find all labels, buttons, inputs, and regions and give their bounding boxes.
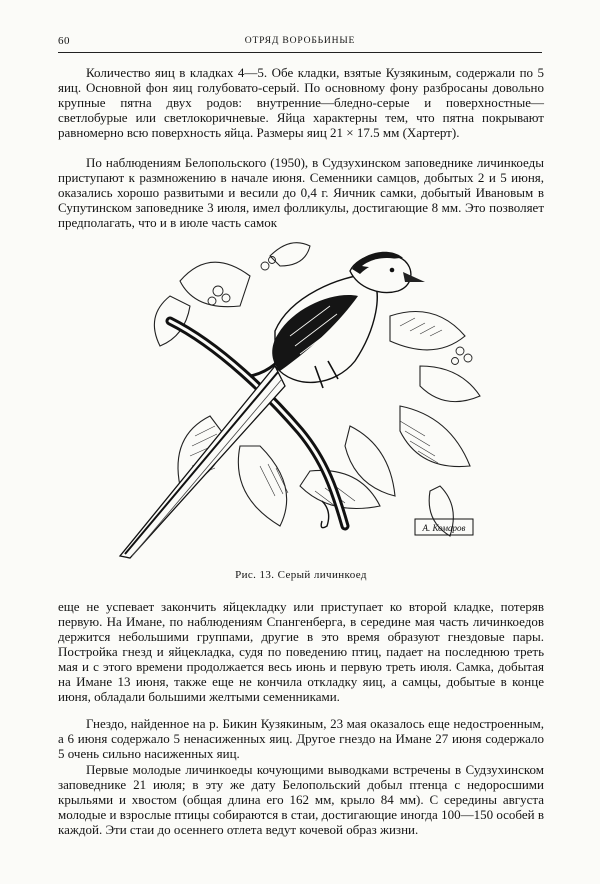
page-header bbox=[58, 33, 542, 49]
figure-caption: Рис. 13. Серый личинкоед bbox=[235, 569, 367, 581]
page-number: 60 bbox=[58, 35, 70, 47]
paragraph-nests-found: Гнездо, найденное на р. Бикин Кузякиным, 23 мая оказалось еще недостроенным, а 6 июня содержало 5 ненасиженных яиц. Другое гнездо на Имане 27 июня содержало 5 очень сильно насиженных яиц. bbox=[58, 716, 544, 761]
paragraph-breeding-start: По наблюдениям Белопольского (1950), в Судзухинском заповеднике личинкоеды приступают к размножению в начале июня. Семенники самцов, добытых 2 и 5 июня, оказались хорошо развитыми и весили до 0,4 г. Яичник самки, добытый Ивановым в Супутинском заповеднике 3 июля, имел фолликулы, достигающие 8 мм. Это позволяет предполагать, что и в июле часть самок bbox=[58, 155, 544, 230]
paragraph-nesting-observations: еще не успевает закончить яйцекладку или приступает ко второй кладке, потеряв первую. На Имане, по наблюдениям Спангенберга, в середине мая часть личинкоедов держится небольшими группами, другие в это время образуют гнездовые пары. Постройка гнезд и яйцекладка, судя по поведению птиц, падает на последнюю треть мая и с этого времени продолжается весь июнь и первую треть июля. Самка, добытая на Имане 13 июня, также еще не кончила откладку яиц, а самцы, добытые в конце июня, обладали большими желтыми семенниками. bbox=[58, 599, 544, 704]
paragraph-fledglings: Первые молодые личинкоеды кочующими выводками встречены в Судзухинском заповеднике 21 июля; в эту же дату Белопольский добыл птенца с недоросшими крыльями и хвостом (общая длина его 162 мм, крыло 84 мм). С середины августа молодые и взрослые птицы собираются в стаи, достигающие иногда 100—150 особей в каждой. Эти стаи до осеннего отлета ведут кочевой образ жизни. bbox=[58, 762, 544, 837]
running-title: ОТРЯД ВОРОБЬИНЫЕ bbox=[244, 35, 356, 46]
bird-illustration bbox=[100, 236, 500, 566]
header-rule bbox=[58, 52, 542, 53]
paragraph-egg-clutch: Количество яиц в кладках 4—5. Обе кладки, взятые Кузякиным, содержали по 5 яиц. Основной фон яиц голубовато-серый. По основному фону разбросаны довольно крупные пятна двух родов: внутренние—бледно-серые и поверхностные—светлобурые или светлокоричневые. Яйца характерны тем, что пятна покрывают равномерно всю поверхность яйца. Размеры яиц 21 × 17.5 мм (Хартерт). bbox=[58, 65, 544, 140]
artist-signature: А. Комаров bbox=[422, 523, 466, 533]
